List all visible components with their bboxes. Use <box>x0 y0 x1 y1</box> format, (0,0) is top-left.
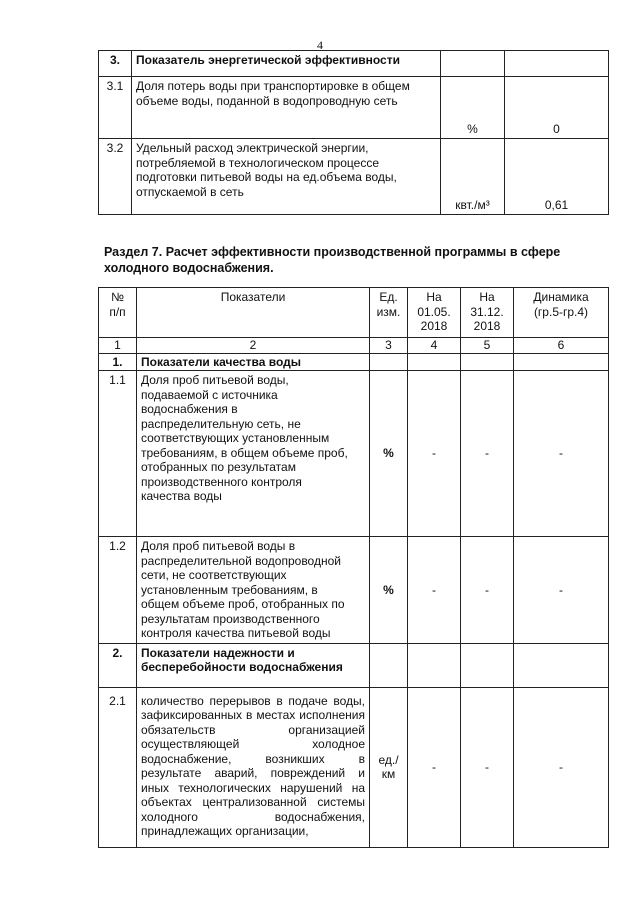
header-row <box>99 288 609 338</box>
header-indicator: Показатели <box>137 288 370 338</box>
row-indicator: Показатели надежности и бесперебойности водоснабжения <box>137 643 370 687</box>
row-value-start: - <box>408 537 461 644</box>
row-value-start <box>408 353 461 371</box>
row-number: 3.1 <box>99 77 132 139</box>
row-unit: % <box>370 371 408 537</box>
header-dynamics: Динамика (гр.5-гр.4) <box>514 288 609 338</box>
row-unit <box>370 643 408 687</box>
header-unit: Ед. изм. <box>370 288 408 338</box>
table-row <box>99 51 609 77</box>
col-number: 5 <box>461 338 514 354</box>
row-value: 0,61 <box>505 139 609 215</box>
row-number: 2.1 <box>99 687 137 847</box>
table-row <box>99 537 609 644</box>
table-row <box>99 353 609 371</box>
row-number: 3. <box>99 51 132 77</box>
row-unit <box>370 353 408 371</box>
energy-efficiency-table <box>98 50 609 215</box>
row-indicator: количество перерывов в подаче воды, зафиксированных в местах исполнения обязательств организацией осуществляющей холодное водоснабжение, возникших в результате аварий, повреждений и иных технологических нарушений на объектах централизованной системы холодного водоснабжения, принадлежащих организации, <box>137 687 370 847</box>
row-number: 2. <box>99 643 137 687</box>
row-unit: квт./м³ <box>441 139 505 215</box>
page-number: 4 <box>317 38 323 52</box>
row-number: 1.2 <box>99 537 137 644</box>
row-indicator: Доля потерь воды при транспортировке в общем объеме воды, поданной в водопроводную сеть <box>132 77 441 139</box>
row-number: 3.2 <box>99 139 132 215</box>
row-value-end <box>461 353 514 371</box>
program-efficiency-table <box>98 287 609 848</box>
table-row <box>99 371 609 537</box>
header-number: № п/п <box>99 288 137 338</box>
col-number: 6 <box>514 338 609 354</box>
row-dynamics: - <box>514 687 609 847</box>
row-indicator: Доля проб питьевой воды, подаваемой с источника водоснабжения в распределительную сеть, не соответствующих установленным требованиям, в общем объеме проб, отобранных по результатам производственного контроля качества воды <box>137 371 370 537</box>
row-value: 0 <box>505 77 609 139</box>
row-dynamics: - <box>514 537 609 644</box>
row-unit <box>441 51 505 77</box>
table-row <box>99 687 609 847</box>
row-number: 1. <box>99 353 137 371</box>
row-unit: % <box>441 77 505 139</box>
row-indicator: Показатели качества воды <box>137 353 370 371</box>
row-unit: ед./ км <box>370 687 408 847</box>
row-indicator: Показатель энергетической эффективности <box>132 51 441 77</box>
row-number: 1.1 <box>99 371 137 537</box>
header-date-start: На 01.05. 2018 <box>408 288 461 338</box>
row-value <box>505 51 609 77</box>
row-dynamics <box>514 643 609 687</box>
row-indicator: Удельный расход электрической энергии, потребляемой в технологическом процессе подготовки питьевой воды на ед.объема воды, отпускаемой в сеть <box>132 139 441 215</box>
section-heading: Раздел 7. Расчет эффективности производственной программы в сфере холодного водоснабжения. <box>104 245 561 275</box>
table-row <box>99 77 609 139</box>
row-dynamics <box>514 353 609 371</box>
row-value-start: - <box>408 687 461 847</box>
row-value-end: - <box>461 371 514 537</box>
col-number: 3 <box>370 338 408 354</box>
row-value-start <box>408 643 461 687</box>
row-value-end <box>461 643 514 687</box>
header-date-end: На 31.12. 2018 <box>461 288 514 338</box>
table-row <box>99 139 609 215</box>
row-value-end: - <box>461 687 514 847</box>
row-value-end: - <box>461 537 514 644</box>
row-dynamics: - <box>514 371 609 537</box>
column-number-row <box>99 338 609 354</box>
col-number: 2 <box>137 338 370 354</box>
row-unit: % <box>370 537 408 644</box>
table-row <box>99 643 609 687</box>
col-number: 1 <box>99 338 137 354</box>
col-number: 4 <box>408 338 461 354</box>
row-indicator: Доля проб питьевой воды в распределительной водопроводной сети, не соответствующих установленным требованиям, в общем объеме проб, отобранных по результатам производственного контроля качества питьевой воды <box>137 537 370 644</box>
row-value-start: - <box>408 371 461 537</box>
